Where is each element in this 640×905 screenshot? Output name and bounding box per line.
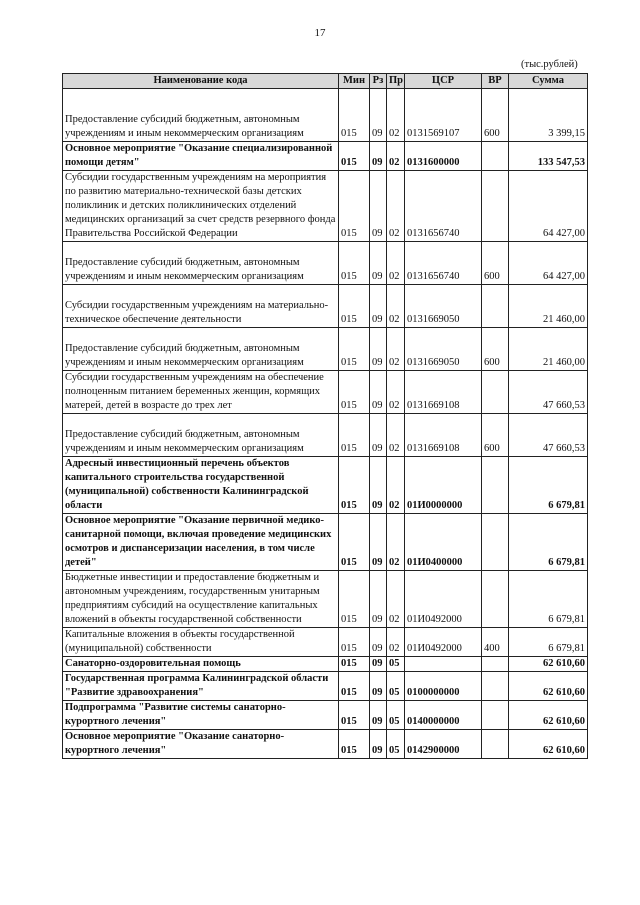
row-rz: 09: [370, 657, 387, 672]
header-name: Наименование кода: [63, 74, 339, 89]
row-name: Субсидии государственным учреждениям на мероприятия по развитию материально-технической базы детских поликлиник и детских поликлинических отделений медицинских организаций за счет средств резервного фонда Правительства Российской Федерации: [63, 171, 339, 242]
row-sum: 62 610,60: [509, 701, 588, 730]
row-name: Предоставление субсидий бюджетным, автономным учреждениям и иным некоммерческим организациям: [63, 328, 339, 371]
header-min: Мин: [339, 74, 370, 89]
row-vr: 600: [482, 242, 509, 285]
row-csr: 01И0400000: [405, 514, 482, 571]
row-name: Подпрограмма "Развитие системы санаторно-курортного лечения": [63, 701, 339, 730]
row-min: 015: [339, 672, 370, 701]
row-vr: [482, 514, 509, 571]
row-sum: 6 679,81: [509, 571, 588, 628]
table-row: [63, 701, 588, 730]
row-name: Основное мероприятие "Оказание санаторно-курортного лечения": [63, 730, 339, 759]
row-min: 015: [339, 242, 370, 285]
row-min: 015: [339, 457, 370, 514]
table-row: [63, 657, 588, 672]
row-name: Основное мероприятие "Оказание первичной медико-санитарной помощи, включая проведение медицинских осмотров и диспансеризации населения, в том числе детей": [63, 514, 339, 571]
row-pr: 02: [387, 171, 405, 242]
budget-table: [62, 73, 588, 759]
row-name: Субсидии государственным учреждениям на обеспечение полноценным питанием беременных женщин, кормящих матерей, детей в возрасте до трех лет: [63, 371, 339, 414]
table-row: [63, 171, 588, 242]
table-row: [63, 571, 588, 628]
row-vr: [482, 571, 509, 628]
row-name: Предоставление субсидий бюджетным, автономным учреждениям и иным некоммерческим организациям: [63, 414, 339, 457]
row-min: 015: [339, 171, 370, 242]
row-csr: 0142900000: [405, 730, 482, 759]
table-row: [63, 142, 588, 171]
row-vr: [482, 457, 509, 514]
row-pr: 02: [387, 285, 405, 328]
row-name: Государственная программа Калининградской области "Развитие здравоохранения": [63, 672, 339, 701]
table-row: [63, 328, 588, 371]
row-vr: [482, 142, 509, 171]
row-rz: 09: [370, 730, 387, 759]
header-rz: Рз: [370, 74, 387, 89]
row-min: 015: [339, 730, 370, 759]
row-sum: 64 427,00: [509, 171, 588, 242]
table-row: [63, 242, 588, 285]
row-vr: [482, 285, 509, 328]
table-row: [63, 89, 588, 142]
row-csr: 01И0000000: [405, 457, 482, 514]
row-pr: 02: [387, 89, 405, 142]
row-vr: 400: [482, 628, 509, 657]
row-sum: 47 660,53: [509, 371, 588, 414]
row-vr: [482, 701, 509, 730]
table-row: [63, 514, 588, 571]
row-sum: 64 427,00: [509, 242, 588, 285]
row-rz: 09: [370, 171, 387, 242]
row-vr: 600: [482, 89, 509, 142]
row-min: 015: [339, 628, 370, 657]
row-csr: 0131569107: [405, 89, 482, 142]
row-min: 015: [339, 514, 370, 571]
table-row: [63, 672, 588, 701]
row-rz: 09: [370, 89, 387, 142]
row-csr: [405, 657, 482, 672]
row-name: Предоставление субсидий бюджетным, автономным учреждениям и иным некоммерческим организациям: [63, 89, 339, 142]
table-row: [63, 371, 588, 414]
row-csr: 0131669108: [405, 371, 482, 414]
row-csr: 0140000000: [405, 701, 482, 730]
row-csr: 0131656740: [405, 242, 482, 285]
row-rz: 09: [370, 142, 387, 171]
row-sum: 6 679,81: [509, 457, 588, 514]
row-name: Предоставление субсидий бюджетным, автономным учреждениям и иным некоммерческим организациям: [63, 242, 339, 285]
row-sum: 133 547,53: [509, 142, 588, 171]
row-sum: 62 610,60: [509, 730, 588, 759]
table-row: [63, 628, 588, 657]
row-name: Санаторно-оздоровительная помощь: [63, 657, 339, 672]
row-vr: [482, 657, 509, 672]
row-min: 015: [339, 328, 370, 371]
row-sum: 21 460,00: [509, 285, 588, 328]
row-pr: 02: [387, 457, 405, 514]
row-pr: 02: [387, 514, 405, 571]
row-sum: 6 679,81: [509, 628, 588, 657]
row-vr: [482, 371, 509, 414]
row-min: 015: [339, 285, 370, 328]
header-sum: Сумма: [509, 74, 588, 89]
row-rz: 09: [370, 672, 387, 701]
row-csr: 0131669108: [405, 414, 482, 457]
row-csr: 0131600000: [405, 142, 482, 171]
row-name: Субсидии государственным учреждениям на материально-техническое обеспечение деятельности: [63, 285, 339, 328]
row-pr: 05: [387, 730, 405, 759]
row-csr: 01И0492000: [405, 571, 482, 628]
row-name: Капитальные вложения в объекты государственной (муниципальной) собственности: [63, 628, 339, 657]
row-sum: 62 610,60: [509, 657, 588, 672]
header-csr: ЦСР: [405, 74, 482, 89]
row-pr: 02: [387, 571, 405, 628]
row-name: Адресный инвестиционный перечень объектов капитального строительства государственной (муниципальной) собственности Калининградской области: [63, 457, 339, 514]
row-rz: 09: [370, 701, 387, 730]
row-pr: 05: [387, 657, 405, 672]
row-min: 015: [339, 89, 370, 142]
row-csr: 0131656740: [405, 171, 482, 242]
units-label: (тыс.рублей): [521, 59, 578, 70]
row-sum: 47 660,53: [509, 414, 588, 457]
page-number: 17: [314, 27, 326, 39]
row-vr: [482, 672, 509, 701]
row-vr: [482, 730, 509, 759]
row-rz: 09: [370, 371, 387, 414]
row-sum: 21 460,00: [509, 328, 588, 371]
row-sum: 6 679,81: [509, 514, 588, 571]
table-row: [63, 285, 588, 328]
row-rz: 09: [370, 514, 387, 571]
row-pr: 02: [387, 414, 405, 457]
row-pr: 02: [387, 142, 405, 171]
row-csr: 0131669050: [405, 328, 482, 371]
row-rz: 09: [370, 242, 387, 285]
table-row: [63, 457, 588, 514]
row-csr: 01И0492000: [405, 628, 482, 657]
row-min: 015: [339, 371, 370, 414]
row-pr: 05: [387, 672, 405, 701]
row-min: 015: [339, 701, 370, 730]
row-pr: 02: [387, 371, 405, 414]
row-rz: 09: [370, 414, 387, 457]
row-min: 015: [339, 657, 370, 672]
row-pr: 02: [387, 242, 405, 285]
row-min: 015: [339, 414, 370, 457]
row-min: 015: [339, 142, 370, 171]
row-pr: 02: [387, 328, 405, 371]
row-rz: 09: [370, 328, 387, 371]
row-pr: 02: [387, 628, 405, 657]
row-csr: 0131669050: [405, 285, 482, 328]
table-row: [63, 414, 588, 457]
row-csr: 0100000000: [405, 672, 482, 701]
row-vr: 600: [482, 414, 509, 457]
row-vr: 600: [482, 328, 509, 371]
table-row: [63, 730, 588, 759]
row-pr: 05: [387, 701, 405, 730]
row-name: Основное мероприятие "Оказание специализированной помощи детям": [63, 142, 339, 171]
table-header-row: [63, 74, 588, 89]
row-rz: 09: [370, 457, 387, 514]
header-pr: Пр: [387, 74, 405, 89]
row-rz: 09: [370, 571, 387, 628]
row-sum: 62 610,60: [509, 672, 588, 701]
row-rz: 09: [370, 628, 387, 657]
row-min: 015: [339, 571, 370, 628]
row-rz: 09: [370, 285, 387, 328]
row-vr: [482, 171, 509, 242]
row-sum: 3 399,15: [509, 89, 588, 142]
header-vr: ВР: [482, 74, 509, 89]
row-name: Бюджетные инвестиции и предоставление бюджетным и автономным учреждениям, государственным унитарным предприятиям субсидий на осуществление капитальных вложений в объекты государственной собственности: [63, 571, 339, 628]
